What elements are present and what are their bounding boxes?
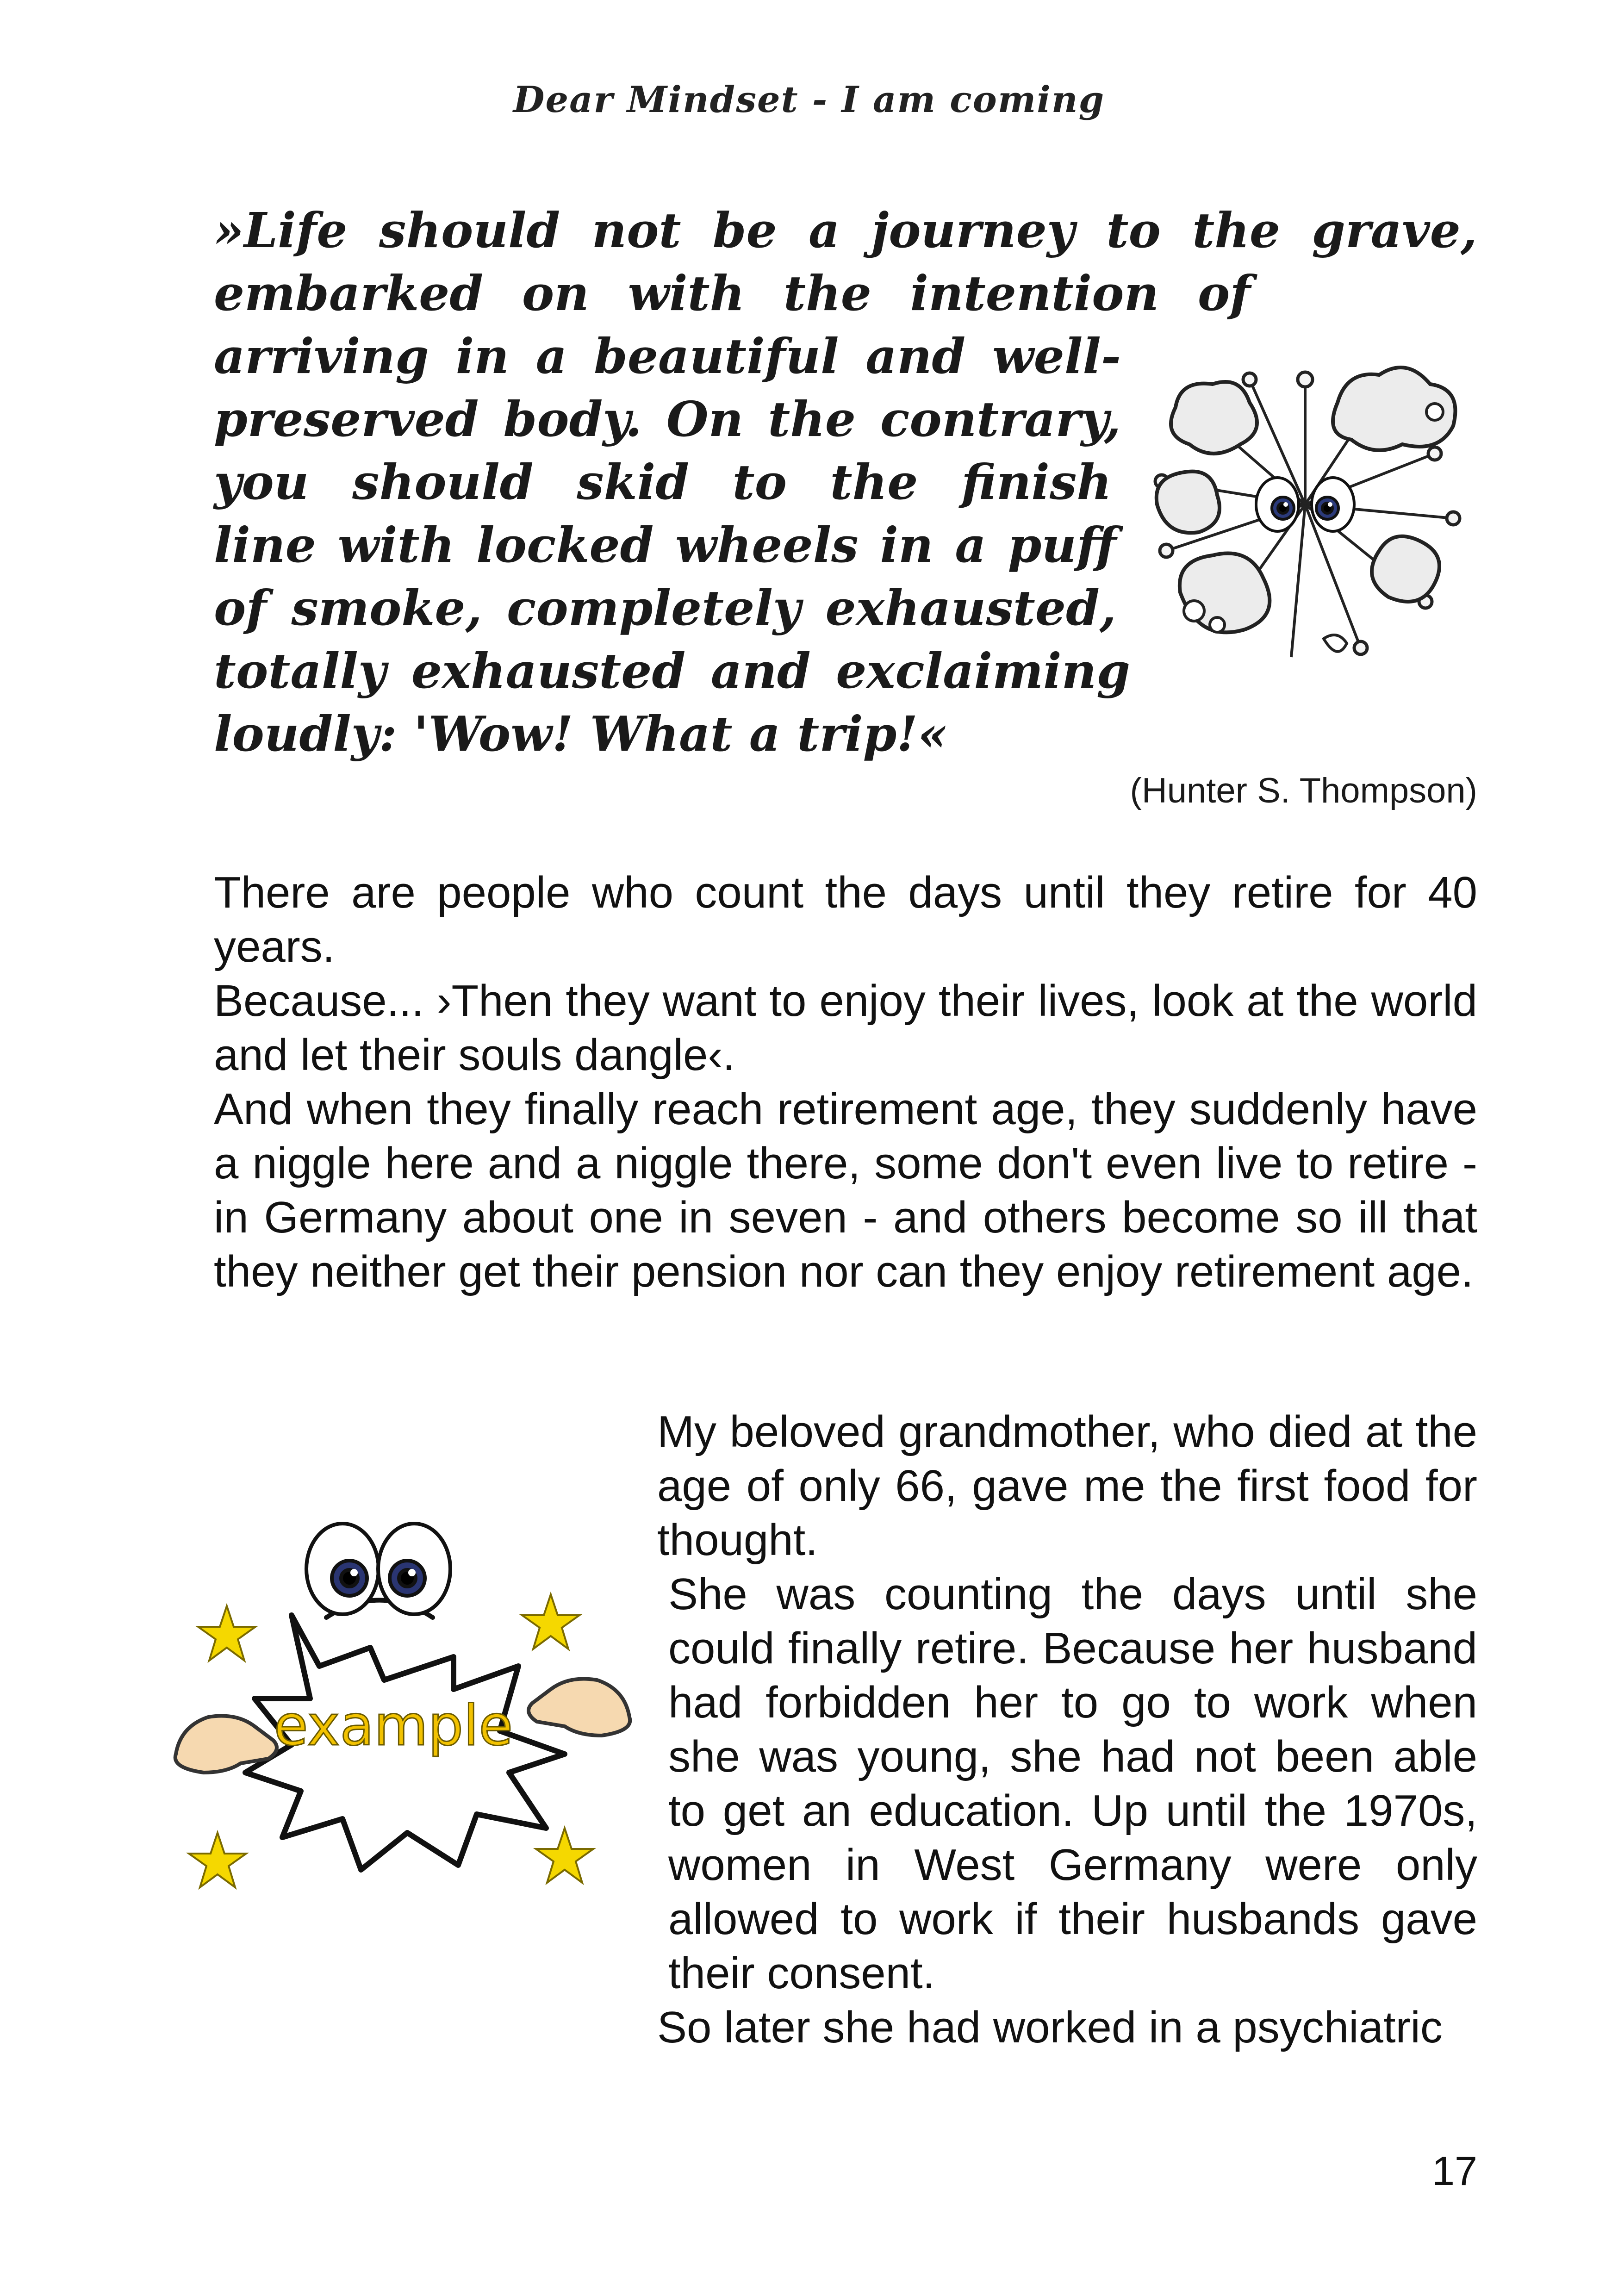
quote-line: preserved body. On the contrary, (214, 391, 1121, 448)
quote-line: »Life should not be a journey to the grave, (214, 202, 1477, 259)
body-text (214, 865, 1477, 1299)
side-text (657, 1405, 1477, 2054)
quote-attribution: (Hunter S. Thompson) (1130, 771, 1477, 810)
quote-line: totally exhausted and exclaiming (214, 642, 1130, 699)
paragraph: And when they finally reach retirement age, they suddenly have a niggle here and a niggle there, some don't even live to retire - in Germany about one in seven - and others become so ill that they neither get their pension nor can they enjoy retirement age. (214, 1084, 1477, 1296)
example-burst-icon (167, 1513, 639, 1958)
quote-line: line with locked wheels in a puff (214, 516, 1116, 573)
page-number: 17 (1432, 2148, 1477, 2194)
running-header: Dear Mindset - I am coming (513, 79, 1105, 121)
paragraph: So later she had worked in a psychiatric (657, 2003, 1443, 2052)
quote-line: you should skid to the finish (214, 454, 1112, 510)
quote-line: embarked on with the intention of (214, 265, 1251, 322)
paragraph: Because... ›Then they want to enjoy their lives, look at the world and let their souls dangle‹. (214, 976, 1477, 1080)
quote-line: arriving in a beautiful and well- (214, 328, 1121, 385)
example-label: example (274, 1694, 513, 1758)
paragraph: She was counting the days until she could finally retire. Because her husband had forbidden her to go to work when she was young, she had not been able to get an education. Up until the 1970s, women in West Germany were only allowed to work if their husbands gave their consent. (668, 1569, 1477, 1998)
quote-line: loudly: 'Wow! What a trip!« (214, 705, 948, 762)
smoke-puff-face-icon (1139, 352, 1472, 676)
paragraph: There are people who count the days until they retire for 40 years. (214, 868, 1477, 971)
quote-line: of smoke, completely exhausted, (214, 579, 1116, 636)
paragraph: My beloved grandmother, who died at the age of only 66, gave me the first food for thought. (657, 1407, 1477, 1565)
